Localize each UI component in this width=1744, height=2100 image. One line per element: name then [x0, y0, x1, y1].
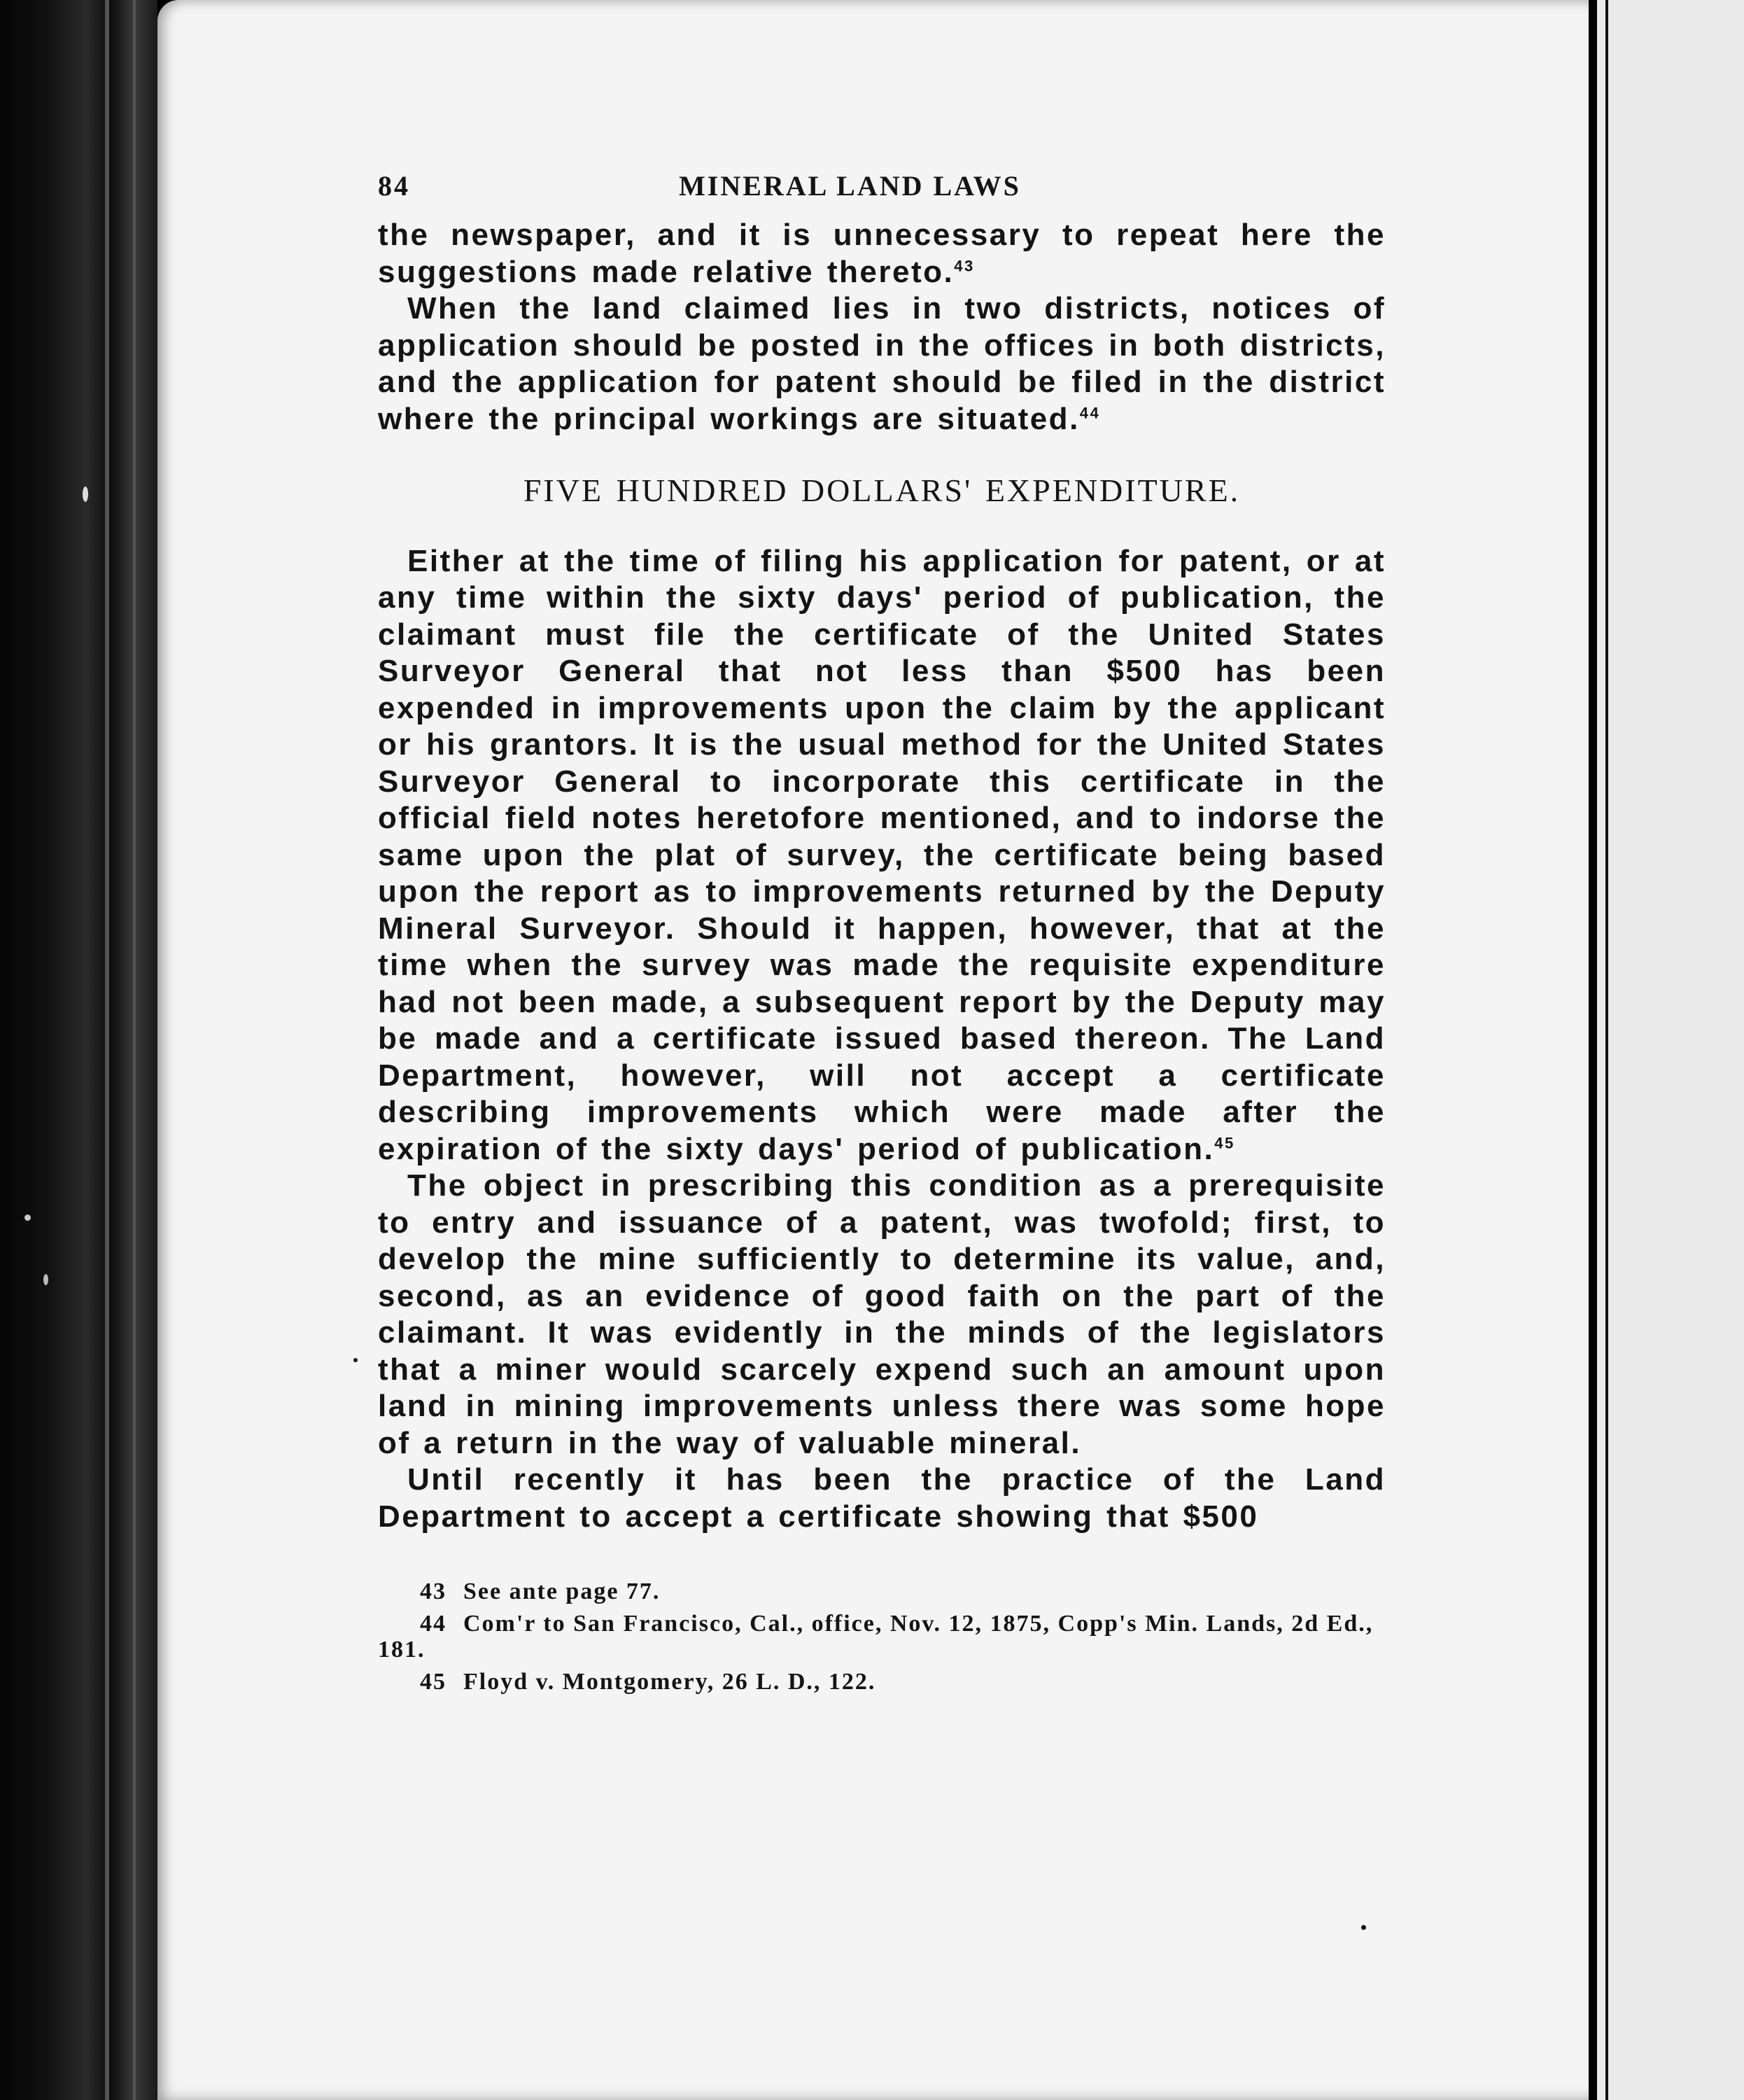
section-heading: FIVE HUNDRED DOLLARS' EXPENDITURE. [523, 472, 1241, 508]
spine-edge-line [133, 0, 136, 2100]
page-number: 84 [378, 170, 410, 202]
paragraph [378, 1168, 1386, 1462]
paragraph [378, 290, 1386, 438]
scan-speck [43, 1274, 48, 1285]
scan-speck [24, 1214, 31, 1221]
footnote [378, 1669, 1386, 1695]
paragraph-text: Until recently it has been the practice of the Land Department to accept a certificate showing that $500 [378, 1462, 1386, 1534]
footnote-number: 44 [420, 1611, 446, 1637]
paragraph [378, 543, 1386, 1168]
footnote-ref: 45 [1214, 1133, 1235, 1152]
footnote-text: Com'r to San Francisco, Cal., office, Nov. 12, 1875, Copp's Min. Lands, 2d Ed., 181. [378, 1611, 1374, 1662]
scan-speck [1361, 1925, 1366, 1930]
page-content [378, 161, 1386, 1701]
footnote-ref: 43 [954, 256, 975, 274]
footnote-text: Floyd v. Montgomery, 26 L. D., 122. [463, 1669, 876, 1695]
paragraph-text: The object in prescribing this condition as a prerequisite to entry and issuance of a patent, was twofold; first, to develop the mine sufficiently to determine its value, and, second, as an evidence of good faith on the part of the claimant. It was evidently in the minds of the legislators that a miner would scarcely expend such an amount upon land in mining improvements unless there was some hope of a return in the way of valuable mineral. [378, 1168, 1386, 1460]
body-text [378, 217, 1386, 1535]
footnote-number: 43 [420, 1578, 446, 1604]
adjacent-page-edge [1597, 0, 1744, 2100]
footnote [378, 1578, 1386, 1604]
footnotes [378, 1578, 1386, 1695]
footnote-number: 45 [420, 1669, 446, 1695]
footnote-text: See ante page 77. [463, 1578, 661, 1604]
spine-edge-line [105, 0, 109, 2100]
paragraph [378, 217, 1386, 290]
paragraph-text: the newspaper, and it is unnecessary to repeat here the suggestions made relative thereto. [378, 218, 1386, 289]
scan-speck [83, 486, 88, 502]
scan-speck [353, 1358, 358, 1362]
footnote-ref: 44 [1079, 403, 1101, 421]
paragraph-text: When the land claimed lies in two districts, notices of application should be posted in the offices in both districts, and the application for patent should be filed in the district where the principal workings are situated. [378, 291, 1386, 436]
paragraph-text: Either at the time of filing his application for patent, or at any time within the sixty days' period of publication, the claimant must file the certificate of the United States Surveyor General that not less than $500 has been expended in improvements upon the claim by the applicant or his grantors. It is the usual method for the United States Surveyor General to incorporate this certificate in the official field notes heretofore mentioned, and to indorse the same upon the plat of survey, the certificate being based upon the report as to improvements returned by the Deputy Mineral Surveyor. Should it happen, however, that at the time when the survey was made the requisite expenditure had not been made, a subsequent report by the Deputy may be made and a certificate issued based thereon. The Land Department, however, will not accept a certificate describing improvements which were made after the expiration of the sixty days' period of publication. [378, 543, 1386, 1166]
running-header [378, 161, 1386, 217]
running-title: MINERAL LAND LAWS [679, 170, 1021, 202]
adjacent-page-border [1605, 0, 1608, 2100]
gutter-shadow [1589, 0, 1597, 2100]
footnote [378, 1611, 1386, 1662]
paragraph [378, 1462, 1386, 1535]
